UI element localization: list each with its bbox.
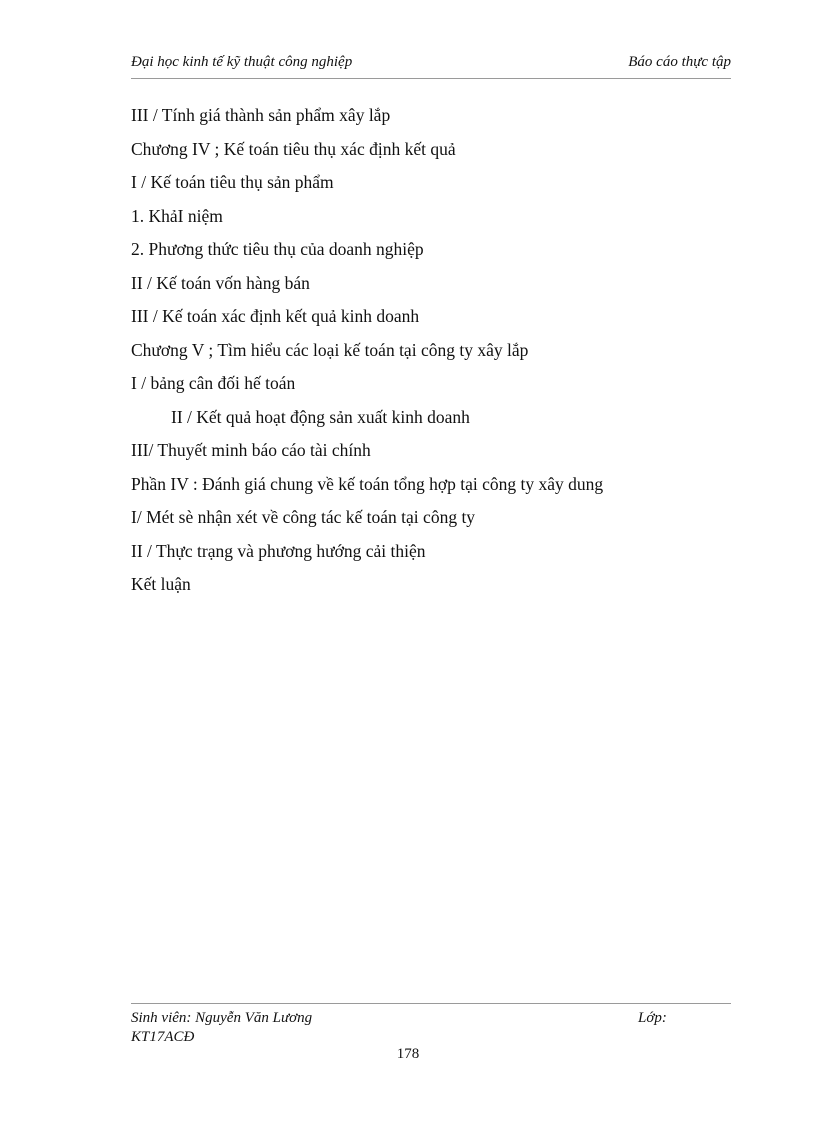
page-number: 178 (396, 1046, 420, 1062)
toc-item: III / Tính giá thành sản phẩm xây lắp (131, 105, 391, 125)
footer-student-name: Sinh viên: Nguyễn Văn Lương (131, 1010, 313, 1026)
toc-item: 1. KhảI niệm (131, 205, 223, 226)
toc-item: I/ Mét sè nhận xét về công tác kế toán tại công ty (131, 507, 476, 527)
footer-class-value: KT17ACĐ (131, 1029, 195, 1045)
footer-class-label: Lớp: (638, 1010, 667, 1026)
page-footer (131, 1003, 731, 1047)
toc-item: III/ Thuyết minh báo cáo tài chính (131, 440, 371, 460)
page-header (131, 52, 731, 79)
toc-item: II / Kế toán vốn hàng bán (131, 272, 310, 293)
toc-item: II / Thực trạng và phương hướng cải thiện (131, 540, 426, 561)
toc-item: Chương V ; Tìm hiểu các loại kế toán tại công ty xây lắp (131, 339, 529, 360)
toc-item: I / bảng cân đối hế toán (131, 373, 296, 393)
toc-item: I / Kế toán tiêu thụ sản phẩm (131, 172, 334, 192)
toc-item: II / Kết quả hoạt động sản xuất kinh doanh (171, 406, 470, 427)
header-university: Đại học kinh tế kỹ thuật công nghiệp (131, 54, 353, 70)
toc-item: Phần IV : Đánh giá chung về kế toán tổng hợp tại công ty xây dung (131, 473, 604, 494)
toc-item: 2. Phương thức tiêu thụ của doanh nghiệp (131, 239, 424, 259)
table-of-contents (131, 103, 731, 606)
toc-item: Kết luận (131, 574, 191, 594)
header-report-title: Báo cáo thực tập (628, 54, 731, 70)
toc-item: III / Kế toán xác định kết quả kinh doanh (131, 306, 420, 326)
toc-item: Chương IV ; Kế toán tiêu thụ xác định kết quả (131, 138, 456, 159)
